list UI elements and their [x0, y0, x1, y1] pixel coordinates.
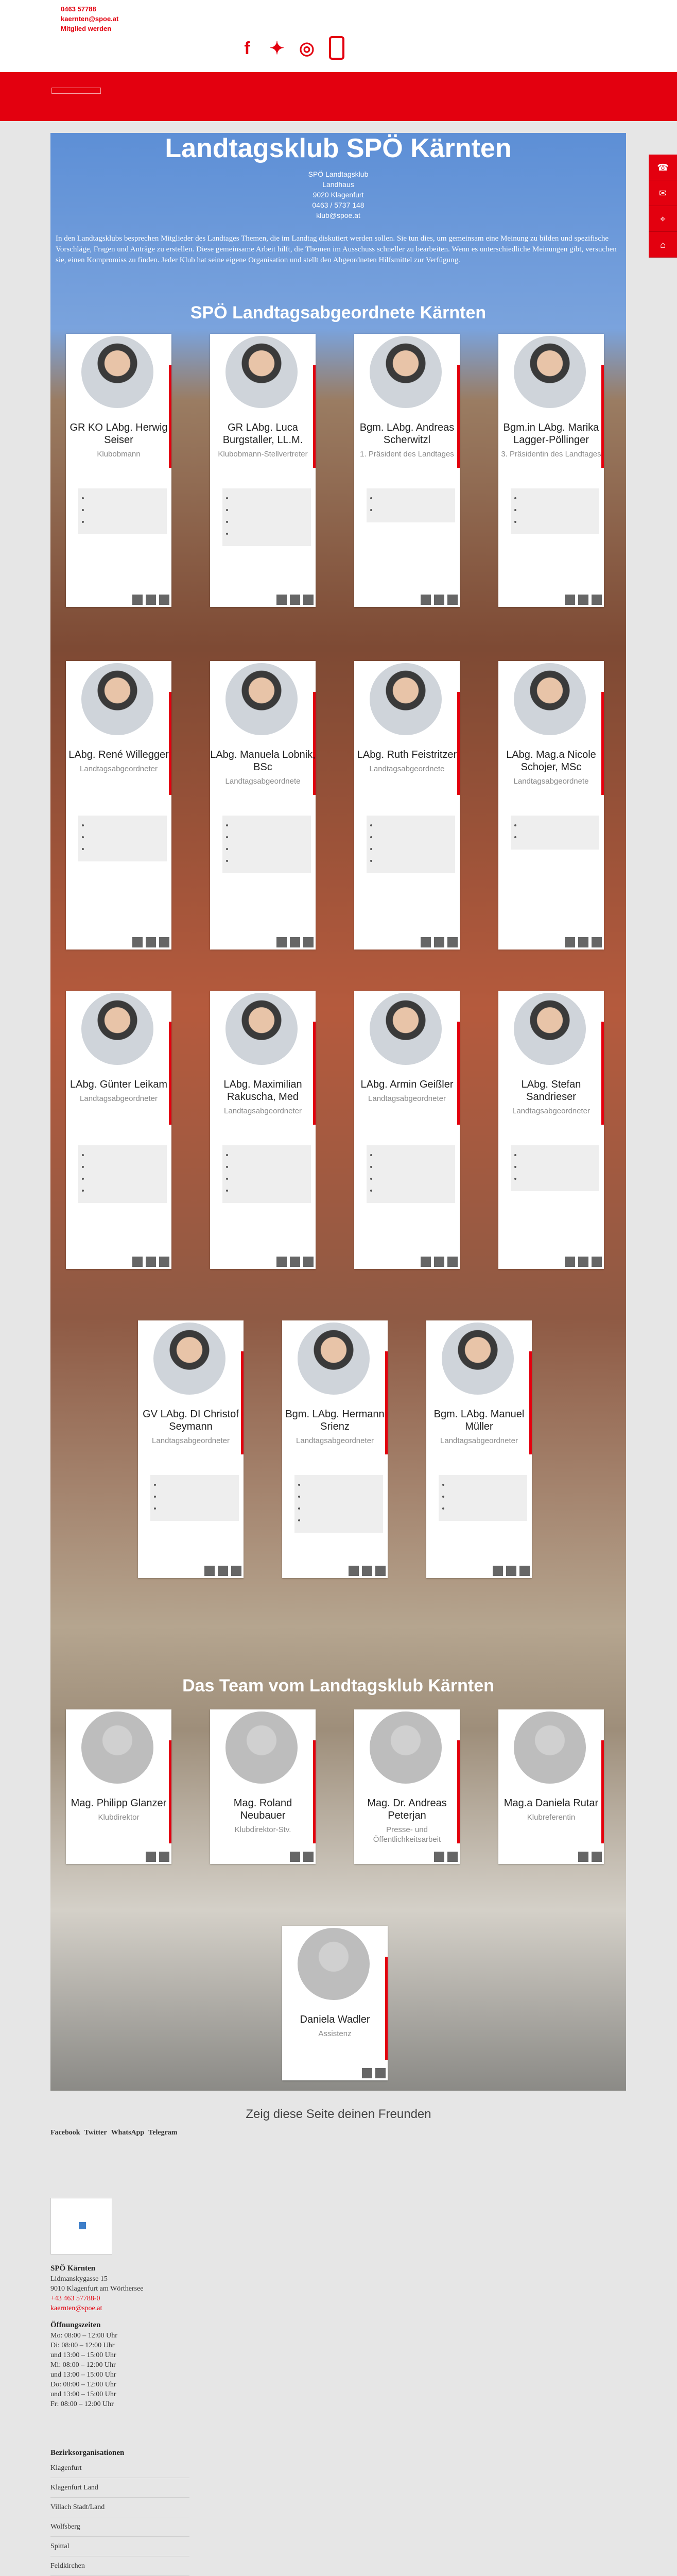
top-phone-link[interactable]: 0463 57788	[61, 5, 96, 13]
card-accent	[457, 692, 460, 795]
member-duty	[378, 494, 451, 502]
member-duty	[522, 1162, 595, 1171]
member-duties	[78, 1145, 167, 1203]
member-photo	[151, 1320, 228, 1397]
phone-icon[interactable]	[434, 595, 444, 605]
page-title: Landtagsklub SPÖ Kärnten	[165, 133, 512, 163]
email-icon[interactable]	[493, 1566, 503, 1576]
main-navigation-bar	[0, 72, 677, 121]
phone-icon[interactable]	[506, 1566, 516, 1576]
email-icon[interactable]	[565, 937, 575, 947]
share-telegram[interactable]: Telegram	[148, 2129, 178, 2137]
member-name: GV LAbg. DI Christof Seymann	[143, 1409, 239, 1432]
member-duty	[234, 529, 307, 538]
member-card	[210, 661, 316, 950]
team-photo-placeholder	[368, 1709, 444, 1786]
team-name: Daniela Wadler	[300, 2014, 370, 2025]
member-card	[66, 991, 171, 1269]
member-name: Bgm.in LAbg. Marika Lagger-Pöllinger	[503, 422, 599, 446]
footer-street: Lidmanskygasse 15	[50, 2275, 108, 2283]
vcard-icon[interactable]	[592, 595, 602, 605]
member-role: Landtagsabgeordneter	[368, 1094, 446, 1103]
member-duty	[234, 1186, 307, 1195]
team-role: Klubdirektor	[98, 1813, 140, 1822]
member-duty	[378, 1150, 451, 1159]
email-icon[interactable]	[204, 1566, 215, 1576]
phone-icon[interactable]	[146, 937, 156, 947]
social-icons	[237, 36, 347, 61]
member-duty	[234, 1174, 307, 1183]
member-duty	[522, 517, 595, 526]
member-duty	[522, 494, 595, 502]
vcard-icon[interactable]	[592, 937, 602, 947]
member-duty	[234, 494, 307, 502]
member-photo	[296, 1320, 372, 1397]
share-facebook[interactable]: Facebook	[50, 2129, 80, 2137]
vcard-icon[interactable]	[303, 595, 314, 605]
member-duty	[234, 1150, 307, 1159]
vcard-icon[interactable]	[303, 1257, 314, 1267]
vcard-icon[interactable]	[159, 595, 169, 605]
member-duty	[162, 1504, 235, 1513]
member-role: Landtagsabgeordneter	[512, 1107, 590, 1115]
member-duties	[150, 1475, 239, 1521]
member-duty	[306, 1480, 379, 1489]
instagram-icon[interactable]: ◎	[299, 39, 315, 58]
phone-icon[interactable]	[578, 937, 588, 947]
member-role: Landtagsabgeordneter	[80, 765, 158, 773]
team-role: Klubreferentin	[527, 1813, 576, 1822]
vcard-icon[interactable]	[231, 1566, 241, 1576]
team-photo-placeholder	[296, 1926, 372, 2002]
member-card	[354, 991, 460, 1269]
member-name: Bgm. LAbg. Andreas Scherwitzl	[359, 422, 455, 446]
email-icon[interactable]	[132, 1257, 143, 1267]
member-duty	[90, 1150, 163, 1159]
email-icon[interactable]	[349, 1566, 359, 1576]
member-photo	[368, 661, 444, 737]
top-bar	[0, 0, 677, 72]
member-name: LAbg. Stefan Sandrieser	[521, 1079, 581, 1103]
member-duty	[90, 833, 163, 841]
member-photo	[79, 334, 155, 410]
member-duty	[522, 1150, 595, 1159]
address-phone[interactable]: 0463 / 5737 148	[312, 201, 364, 209]
member-card	[210, 991, 316, 1269]
phone-icon[interactable]	[375, 2068, 386, 2078]
member-role: 3. Präsidentin des Landtages	[501, 450, 601, 459]
member-duty	[378, 833, 451, 841]
phone-icon[interactable]	[362, 1566, 372, 1576]
team-card	[210, 1709, 316, 1864]
team-name: Mag. Philipp Glanzer	[71, 1798, 167, 1809]
team-photo-placeholder	[79, 1709, 155, 1786]
member-duty	[450, 1492, 523, 1501]
team-heading: Das Team vom Landtagsklub Kärnten	[182, 1676, 494, 1696]
phone-icon[interactable]	[447, 1852, 458, 1862]
address-line: Landhaus	[322, 180, 354, 189]
phone-icon[interactable]	[434, 937, 444, 947]
member-role: Landtagsabgeordnete	[225, 777, 301, 786]
member-duty	[378, 856, 451, 865]
member-duties	[439, 1475, 527, 1521]
team-name: Mag. Dr. Andreas Peterjan	[367, 1798, 447, 1821]
footer	[0, 2148, 677, 2576]
member-duties	[294, 1475, 383, 1533]
member-photo	[512, 661, 588, 737]
member-duty	[162, 1480, 235, 1489]
phone-icon[interactable]	[578, 1257, 588, 1267]
vcard-icon[interactable]	[159, 937, 169, 947]
member-photo	[440, 1320, 516, 1397]
address-line: 9020 Klagenfurt	[313, 191, 364, 199]
email-icon[interactable]	[132, 595, 143, 605]
member-photo	[223, 991, 300, 1067]
member-duties	[222, 816, 311, 873]
member-role: Klubobmann-Stellvertreter	[218, 450, 308, 459]
vcard-icon[interactable]	[447, 595, 458, 605]
member-duty	[90, 505, 163, 514]
email-icon[interactable]	[421, 1257, 431, 1267]
share-heading: Zeig diese Seite deinen Freunden	[246, 2107, 431, 2121]
member-name: GR KO LAbg. Herwig Seiser	[70, 422, 168, 446]
member-photo	[79, 991, 155, 1067]
district-link[interactable]: Klagenfurt	[50, 2459, 189, 2478]
top-email-link[interactable]: kaernten@spoe.at	[61, 15, 119, 23]
quick-actions	[649, 155, 677, 258]
quick-home-icon[interactable]: ⌂	[649, 232, 677, 258]
member-name: LAbg. Mag.a Nicole Schojer, MSc	[506, 749, 596, 773]
vcard-icon[interactable]	[447, 937, 458, 947]
member-duty	[234, 856, 307, 865]
member-duties	[367, 1145, 455, 1203]
vcard-icon[interactable]	[159, 1257, 169, 1267]
card-accent	[601, 1740, 604, 1843]
footer-hours-line: und 13:00 – 15:00 Uhr	[50, 2391, 116, 2398]
email-icon[interactable]	[565, 1257, 575, 1267]
quick-mail-icon[interactable]: ✉	[649, 180, 677, 206]
member-duty	[306, 1492, 379, 1501]
hero-section	[50, 133, 626, 2091]
member-duty	[90, 1174, 163, 1183]
member-card	[354, 661, 460, 950]
footer-hours-line: Mi: 08:00 – 12:00 Uhr	[50, 2361, 116, 2369]
club-address	[256, 169, 420, 221]
footer-hours-line: Mo: 08:00 – 12:00 Uhr	[50, 2332, 117, 2340]
team-card	[498, 1709, 604, 1864]
footer-hours-line: und 13:00 – 15:00 Uhr	[50, 2351, 116, 2359]
footer-hours-line: Fr: 08:00 – 12:00 Uhr	[50, 2400, 114, 2408]
become-member-link[interactable]: Mitglied werden	[61, 25, 112, 32]
member-photo	[79, 661, 155, 737]
vcard-icon[interactable]	[592, 1257, 602, 1267]
team-photo-placeholder	[512, 1709, 588, 1786]
phone-icon[interactable]	[290, 1257, 300, 1267]
member-role: Klubobmann	[97, 450, 141, 459]
member-photo	[223, 334, 300, 410]
footer-city: 9010 Klagenfurt am Wörthersee	[50, 2285, 144, 2293]
phone-icon[interactable]	[218, 1566, 228, 1576]
member-duties	[222, 1145, 311, 1203]
member-photo	[223, 661, 300, 737]
district-link[interactable]: Klagenfurt Land	[50, 2478, 189, 2498]
footer-districts	[50, 2447, 189, 2576]
member-duty	[522, 821, 595, 829]
member-duty	[522, 505, 595, 514]
member-card	[426, 1320, 532, 1578]
email-icon[interactable]	[146, 1852, 156, 1862]
email-icon[interactable]	[276, 937, 287, 947]
member-name: LAbg. Ruth Feistritzer	[357, 749, 457, 760]
member-role: Landtagsabgeordnete	[513, 777, 589, 786]
email-icon[interactable]	[290, 1852, 300, 1862]
email-icon[interactable]	[362, 2068, 372, 2078]
member-duties	[78, 816, 167, 861]
phone-icon[interactable]	[159, 1852, 169, 1862]
member-duty	[378, 844, 451, 853]
member-name: Bgm. LAbg. Manuel Müller	[433, 1409, 525, 1432]
card-accent	[169, 1740, 171, 1843]
footer-contact	[50, 2263, 144, 2409]
phone-icon[interactable]	[592, 1852, 602, 1862]
district-link[interactable]: Wolfsberg	[50, 2517, 189, 2537]
member-duty	[234, 821, 307, 829]
phone-icon[interactable]	[146, 1257, 156, 1267]
member-card	[354, 334, 460, 607]
member-card	[66, 334, 171, 607]
member-duties	[511, 488, 599, 534]
footer-email[interactable]: kaernten@spoe.at	[50, 2304, 102, 2312]
phone-icon[interactable]	[434, 1257, 444, 1267]
member-duties	[367, 816, 455, 873]
member-duty	[378, 821, 451, 829]
footer-hours-line: Di: 08:00 – 12:00 Uhr	[50, 2342, 115, 2349]
member-duty	[306, 1504, 379, 1513]
card-accent	[169, 1022, 171, 1125]
member-duty	[450, 1504, 523, 1513]
member-card	[498, 991, 604, 1269]
footer-hours-line: und 13:00 – 15:00 Uhr	[50, 2371, 116, 2379]
facebook-icon[interactable]: f	[244, 39, 250, 58]
email-icon[interactable]	[578, 1852, 588, 1862]
member-duty	[234, 833, 307, 841]
logo-icon	[79, 2222, 86, 2229]
vcard-icon[interactable]	[447, 1257, 458, 1267]
member-role: Landtagsabgeordneter	[440, 1436, 518, 1445]
team-card	[354, 1709, 460, 1864]
member-name: LAbg. Armin Geißler	[360, 1079, 454, 1090]
card-accent	[385, 1957, 388, 2060]
member-role: 1. Präsident des Landtages	[360, 450, 454, 459]
member-duty	[234, 505, 307, 514]
footer-org-name: SPÖ Kärnten	[50, 2264, 96, 2273]
address-line: SPÖ Landtagsklub	[308, 170, 369, 178]
email-icon[interactable]	[421, 595, 431, 605]
district-link[interactable]: Spittal	[50, 2537, 189, 2556]
member-card	[282, 1320, 388, 1578]
team-role: Klubdirektor-Stv.	[234, 1825, 291, 1834]
share-twitter[interactable]: Twitter	[84, 2129, 107, 2137]
member-photo	[368, 334, 444, 410]
card-accent	[169, 692, 171, 795]
member-name: LAbg. Manuela Lobnik, BSc	[210, 749, 316, 773]
team-role: Presse- und Öffentlichkeitsarbeit	[373, 1825, 441, 1844]
email-icon[interactable]	[276, 595, 287, 605]
member-name: LAbg. Günter Leikam	[70, 1079, 167, 1090]
member-duty	[90, 844, 163, 853]
member-duty	[450, 1480, 523, 1489]
team-card	[66, 1709, 171, 1864]
member-duty	[90, 1186, 163, 1195]
member-duties	[511, 1145, 599, 1191]
member-card	[210, 334, 316, 607]
share-whatsapp[interactable]: WhatsApp	[111, 2129, 145, 2137]
member-duties	[78, 488, 167, 534]
member-card	[498, 334, 604, 607]
card-accent	[457, 1022, 460, 1125]
top-contact-links	[61, 4, 118, 33]
member-duty	[522, 833, 595, 841]
member-duty	[522, 1174, 595, 1183]
phone-icon[interactable]	[326, 36, 347, 61]
email-icon[interactable]	[565, 595, 575, 605]
member-name: Bgm. LAbg. Hermann Srienz	[285, 1409, 385, 1432]
member-card	[66, 661, 171, 950]
member-duties	[511, 816, 599, 850]
member-duty	[90, 494, 163, 502]
member-duty	[234, 517, 307, 526]
vcard-icon[interactable]	[375, 1566, 386, 1576]
member-card	[138, 1320, 244, 1578]
member-duty	[90, 821, 163, 829]
team-name: Mag. Roland Neubauer	[233, 1798, 292, 1821]
member-photo	[512, 991, 588, 1067]
member-duty	[90, 517, 163, 526]
share-buttons	[50, 2123, 177, 2137]
member-name: LAbg. Maximilian Rakuscha, Med	[223, 1079, 302, 1103]
phone-icon[interactable]	[290, 937, 300, 947]
member-role: Landtagsabgeordneter	[80, 1094, 158, 1103]
team-card	[282, 1926, 388, 2080]
team-photo-placeholder	[223, 1709, 300, 1786]
member-photo	[512, 334, 588, 410]
team-name: Mag.a Daniela Rutar	[504, 1798, 599, 1809]
member-duties	[222, 488, 311, 546]
member-role: Landtagsabgeordneter	[296, 1436, 374, 1445]
member-role: Landtagsabgeordneter	[152, 1436, 230, 1445]
footer-hours-title: Öffnungszeiten	[50, 2321, 101, 2329]
member-name: GR LAbg. Luca Burgstaller, LL.M.	[222, 422, 303, 446]
district-link[interactable]: Feldkirchen	[50, 2556, 189, 2576]
address-email[interactable]: klub@spoe.at	[316, 211, 360, 219]
phone-icon[interactable]	[290, 595, 300, 605]
phone-icon[interactable]	[303, 1852, 314, 1862]
phone-icon[interactable]	[578, 595, 588, 605]
email-icon[interactable]	[421, 937, 431, 947]
footer-hours-line: Do: 08:00 – 12:00 Uhr	[50, 2381, 116, 2388]
footer-phone[interactable]: +43 463 57788-0	[50, 2295, 100, 2302]
member-role: Landtagsabgeordnete	[369, 765, 445, 773]
footer-districts-title: Bezirksorganisationen	[50, 2449, 125, 2457]
member-duty	[306, 1516, 379, 1524]
menu-toggle-button[interactable]	[51, 88, 101, 94]
member-role: Landtagsabgeordneter	[224, 1107, 302, 1115]
twitter-icon[interactable]: ✦	[269, 39, 285, 58]
vcard-icon[interactable]	[519, 1566, 530, 1576]
quick-phone-icon[interactable]: ☎	[649, 155, 677, 180]
member-duty	[234, 844, 307, 853]
member-photo	[368, 991, 444, 1067]
email-icon[interactable]	[132, 937, 143, 947]
member-duty	[234, 1162, 307, 1171]
members-heading: SPÖ Landtagsabgeordnete Kärnten	[190, 303, 487, 323]
intro-text: In den Landtagsklubs besprechen Mitglieder des Landtages Themen, die im Landtag diskutiert werden sollen. Sie tun dies, um gemeinsam eine Meinung zu bilden und spezifische Vorschläge, Fragen und Anträge zu erstellen. Diese gemeinsame Arbeit hilft, die Themen im Ausschuss schneller zu bearbeiten. Wenn es unterschiedliche Meinungen gibt, versuchen sie, einen Kompromiss zu finden. Jeder Klub hat seine eigene Organisation und stellt den Abgeordneten Hilfsmittel zur Verfügung.	[56, 234, 617, 264]
member-duty	[162, 1492, 235, 1501]
team-role: Assistenz	[318, 2029, 352, 2038]
vcard-icon[interactable]	[303, 937, 314, 947]
member-name: LAbg. René Willegger	[68, 749, 169, 760]
member-duty	[378, 1162, 451, 1171]
email-icon[interactable]	[276, 1257, 287, 1267]
member-duty	[378, 1186, 451, 1195]
member-duties	[367, 488, 455, 522]
email-icon[interactable]	[434, 1852, 444, 1862]
quick-location-icon[interactable]: ⌖	[649, 206, 677, 232]
footer-logo	[50, 2198, 112, 2255]
district-link[interactable]: Villach Stadt/Land	[50, 2498, 189, 2517]
member-duty	[90, 1162, 163, 1171]
member-duty	[378, 1174, 451, 1183]
member-duty	[378, 505, 451, 514]
phone-icon[interactable]	[146, 595, 156, 605]
member-card	[498, 661, 604, 950]
